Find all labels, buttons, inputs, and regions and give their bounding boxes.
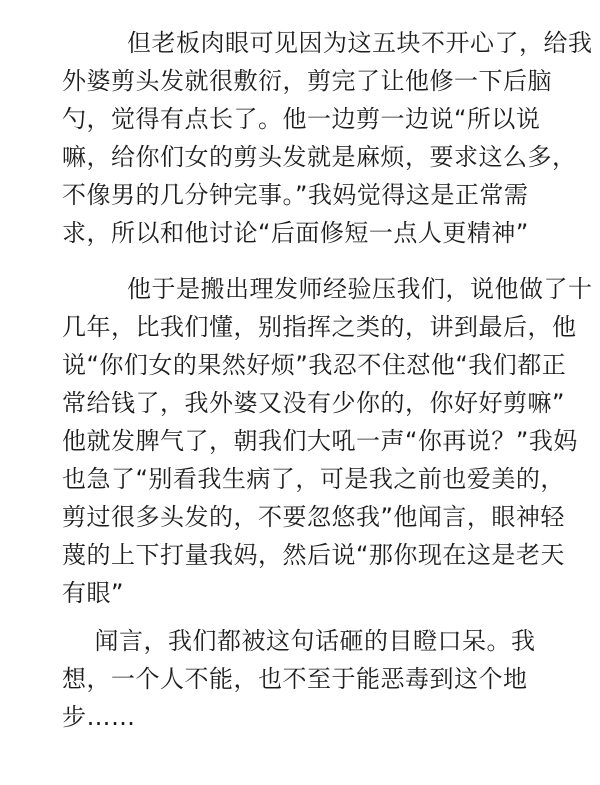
text-line: 也急了“别看我生病了，可是我之前也爱美的， <box>62 465 565 493</box>
text-line: 勺，觉得有点长了。他一边剪一边说“所以说 <box>62 105 541 133</box>
text-line: 蔑的上下打量我妈，然后说“那你现在这是老天 <box>62 541 565 569</box>
text-line: 他就发脾气了，朝我们大吼一声“你再说？”我妈 <box>62 427 578 455</box>
text-line: 常给钱了，我外婆又没有少你的，你好好剪嘛” <box>62 389 565 417</box>
paragraph-2 <box>62 270 593 612</box>
text-line: 步…… <box>62 703 136 731</box>
paragraph-1 <box>62 24 593 252</box>
text-line: 剪过很多头发的，不要忽悠我”他闻言，眼神轻 <box>62 503 565 531</box>
text-line: 但老板肉眼可见因为这五块不开心了，给我 <box>62 29 593 57</box>
text-line: 有眼” <box>62 579 124 607</box>
text-line: 外婆剪头发就很敷衍，剪完了让他修一下后脑 <box>62 67 552 95</box>
text-line: 他于是搬出理发师经验压我们，说他做了十 <box>62 275 593 303</box>
text-line: 闻言，我们都被这句话砸的目瞪口呆。我 <box>62 627 536 655</box>
text-line: 说“你们女的果然好烦”我忍不住怼他“我们都正 <box>62 351 567 379</box>
text-line: 嘛，给你们女的剪头发就是麻烦，要求这么多， <box>62 143 577 171</box>
text-line: 几年，比我们懂，别指挥之类的，讲到最后，他 <box>62 313 577 341</box>
paragraph-3 <box>62 622 582 736</box>
text-line: 求，所以和他讨论“后面修短一点人更精神” <box>62 219 529 247</box>
text-line: 想，一个人不能，也不至于能恶毒到这个地 <box>62 665 528 693</box>
text-line: 不像男的几分钟完事。”我妈觉得这是正常需 <box>62 181 529 209</box>
